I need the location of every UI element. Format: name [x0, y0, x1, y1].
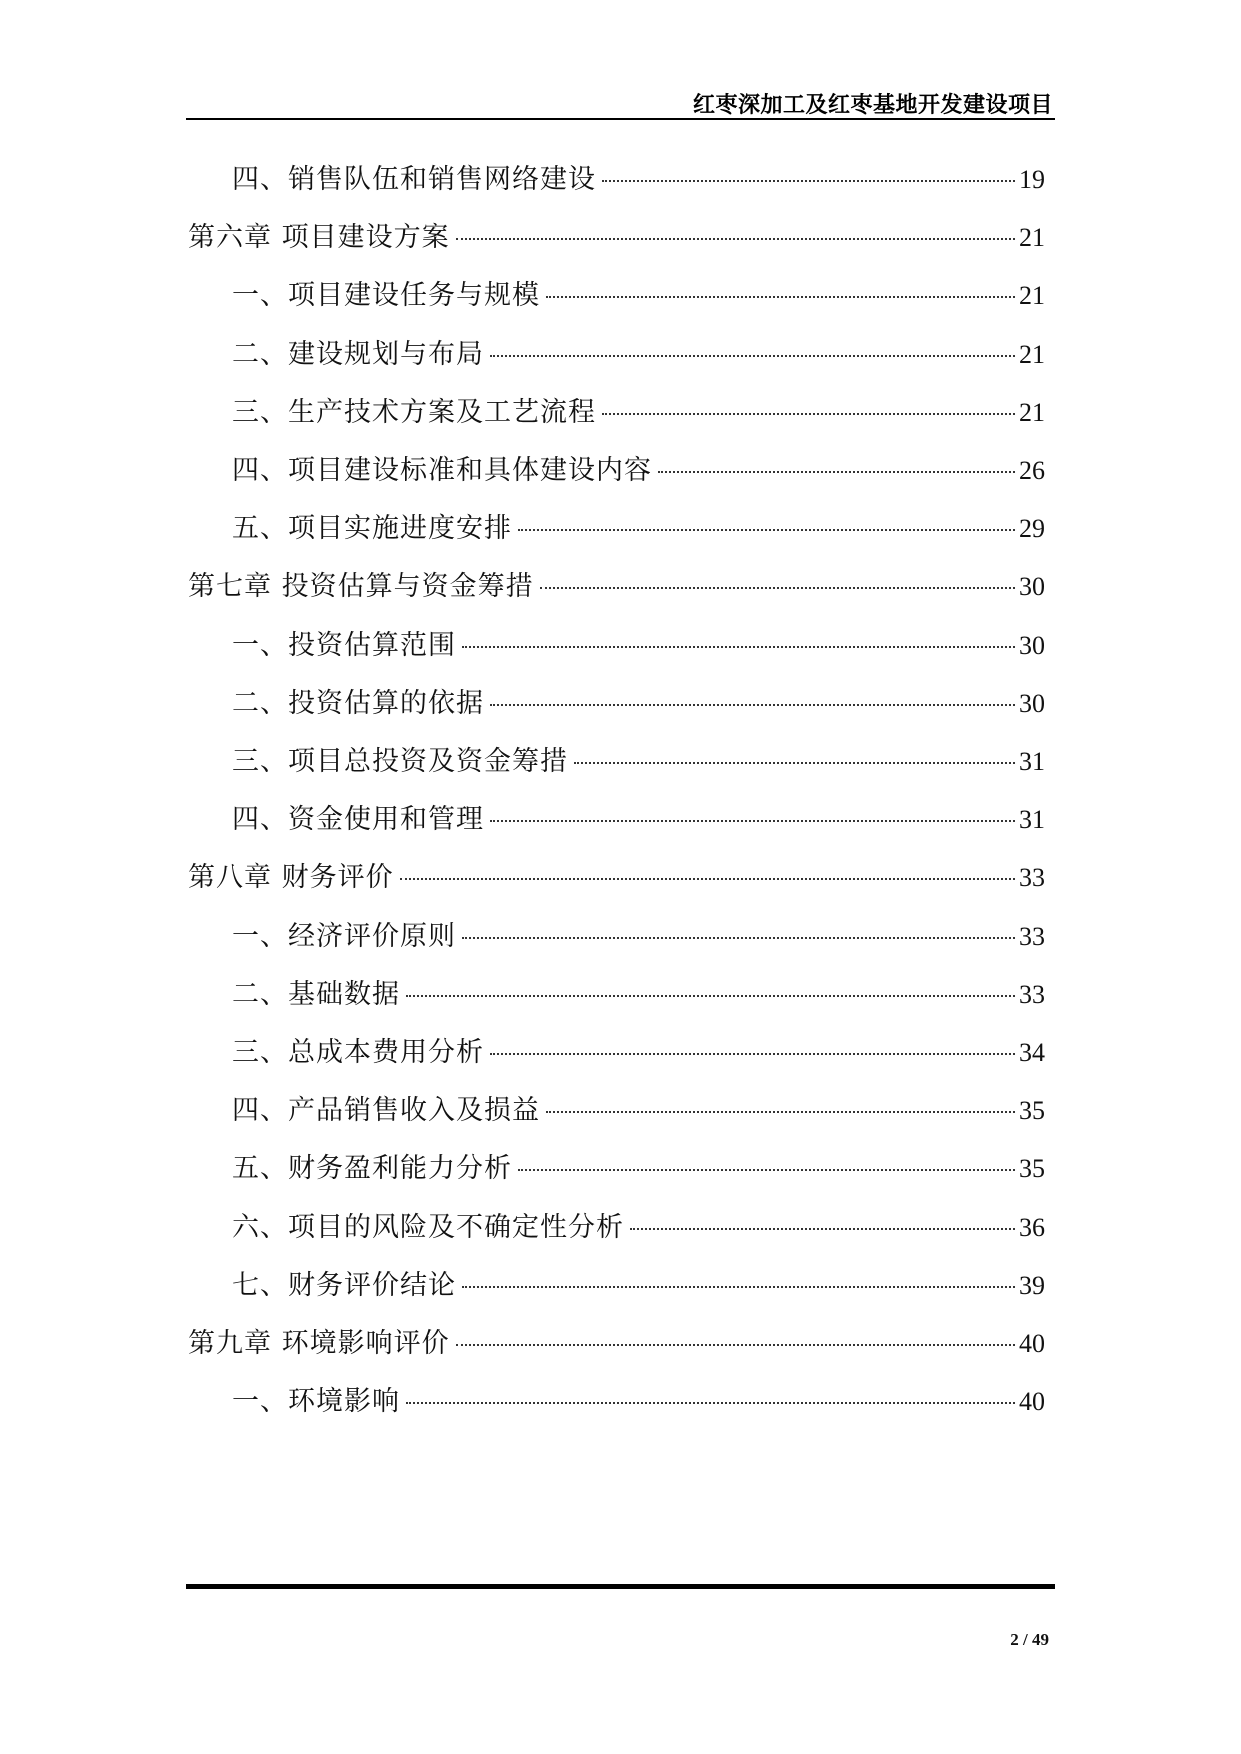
toc-dot-leader: [490, 820, 1015, 822]
toc-entry-page-number: 36: [1019, 1212, 1045, 1242]
toc-dot-leader: [490, 1053, 1015, 1055]
toc-entry-page-number: 35: [1019, 1096, 1045, 1126]
toc-section-entry[interactable]: [232, 1033, 1045, 1073]
toc-entry-title: 五、项目实施进度安排: [232, 513, 512, 545]
toc-section-entry[interactable]: [232, 1208, 1045, 1248]
toc-dot-leader: [518, 1169, 1015, 1171]
toc-entry-title: 第九章 环境影响评价: [188, 1328, 450, 1359]
toc-dot-leader: [462, 937, 1015, 939]
toc-entry-page-number: 33: [1019, 921, 1045, 951]
toc-chapter-entry[interactable]: [188, 218, 1045, 258]
toc-section-entry[interactable]: [232, 684, 1045, 724]
toc-section-entry[interactable]: [232, 509, 1045, 549]
page-number: 2 / 49: [1010, 1630, 1049, 1649]
toc-entry-title: 二、基础数据: [232, 978, 400, 1010]
toc-dot-leader: [602, 180, 1015, 182]
toc-dot-leader: [462, 1286, 1015, 1288]
toc-entry-title: 第八章 财务评价: [188, 862, 394, 894]
toc-section-entry[interactable]: [232, 451, 1045, 491]
toc-entry-title: 七、财务评价结论: [232, 1269, 456, 1301]
toc-entry-page-number: 30: [1019, 688, 1045, 718]
toc-entry-title: 四、产品销售收入及损益: [232, 1095, 540, 1127]
toc-dot-leader: [540, 587, 1015, 589]
toc-section-entry[interactable]: [232, 335, 1045, 375]
toc-section-entry[interactable]: [232, 393, 1045, 433]
toc-section-entry[interactable]: [232, 1266, 1045, 1306]
toc-entry-title: 四、项目建设标准和具体建设内容: [232, 455, 652, 486]
document-title: 红枣深加工及红枣基地开发建设项目: [692, 93, 1053, 118]
header-divider: [186, 118, 1055, 120]
toc-section-entry[interactable]: [232, 1091, 1045, 1131]
toc-entry-page-number: 39: [1019, 1270, 1045, 1300]
toc-section-entry[interactable]: [232, 626, 1045, 666]
toc-dot-leader: [456, 238, 1015, 240]
toc-dot-leader: [456, 1344, 1015, 1346]
toc-dot-leader: [546, 296, 1015, 298]
toc-entry-title: 二、投资估算的依据: [232, 687, 484, 719]
toc-section-entry[interactable]: [232, 1149, 1045, 1189]
toc-entry-title: 四、销售队伍和销售网络建设: [232, 164, 596, 195]
toc-entry-title: 一、环境影响: [232, 1386, 400, 1418]
toc-chapter-entry[interactable]: [188, 858, 1045, 898]
toc-dot-leader: [400, 878, 1015, 880]
footer-divider: [186, 1584, 1055, 1589]
toc-section-entry[interactable]: [232, 1382, 1045, 1422]
toc-entry-page-number: 26: [1019, 456, 1045, 485]
toc-dot-leader: [546, 1111, 1015, 1113]
toc-entry-title: 三、总成本费用分析: [232, 1037, 484, 1068]
toc-entry-page-number: 19: [1019, 165, 1045, 194]
toc-dot-leader: [518, 529, 1015, 531]
toc-entry-page-number: 33: [1019, 863, 1045, 893]
toc-entry-title: 六、项目的风险及不确定性分析: [232, 1211, 624, 1243]
toc-dot-leader: [602, 413, 1015, 415]
toc-entry-title: 五、财务盈利能力分析: [232, 1153, 512, 1185]
toc-entry-title: 二、建设规划与布局: [232, 338, 484, 370]
toc-dot-leader: [490, 355, 1015, 357]
toc-entry-page-number: 21: [1019, 339, 1045, 369]
toc-entry-page-number: 34: [1019, 1038, 1045, 1067]
toc-entry-page-number: 31: [1019, 805, 1045, 835]
toc-entry-title: 一、经济评价原则: [232, 920, 456, 952]
toc-entry-page-number: 30: [1019, 630, 1045, 660]
toc-entry-page-number: 40: [1019, 1387, 1045, 1417]
toc-section-entry[interactable]: [232, 800, 1045, 840]
toc-entry-page-number: 33: [1019, 979, 1045, 1009]
toc-dot-leader: [658, 471, 1015, 473]
toc-entry-page-number: 21: [1019, 223, 1045, 253]
toc-section-entry[interactable]: [232, 276, 1045, 316]
toc-entry-title: 第七章 投资估算与资金筹措: [188, 571, 534, 603]
toc-dot-leader: [574, 762, 1015, 764]
toc-entry-page-number: 35: [1019, 1154, 1045, 1184]
toc-entry-page-number: 29: [1019, 514, 1045, 544]
toc-dot-leader: [630, 1228, 1015, 1230]
toc-entry-title: 三、项目总投资及资金筹措: [232, 746, 568, 777]
toc-dot-leader: [406, 1402, 1015, 1404]
toc-section-entry[interactable]: [232, 160, 1045, 200]
toc-dot-leader: [462, 646, 1015, 648]
toc-entry-title: 三、生产技术方案及工艺流程: [232, 396, 596, 428]
toc-chapter-entry[interactable]: [188, 1324, 1045, 1364]
toc-section-entry[interactable]: [232, 742, 1045, 782]
toc-entry-page-number: 40: [1019, 1329, 1045, 1358]
toc-entry-title: 第六章 项目建设方案: [188, 222, 450, 254]
toc-entry-page-number: 31: [1019, 747, 1045, 776]
toc-entry-page-number: 21: [1019, 281, 1045, 311]
toc-entry-page-number: 30: [1019, 572, 1045, 602]
toc-entry-title: 一、投资估算范围: [232, 629, 456, 661]
toc-entry-title: 四、资金使用和管理: [232, 804, 484, 836]
toc-section-entry[interactable]: [232, 975, 1045, 1015]
toc-section-entry[interactable]: [232, 917, 1045, 957]
toc-dot-leader: [490, 704, 1015, 706]
toc-chapter-entry[interactable]: [188, 567, 1045, 607]
toc-entry-title: 一、项目建设任务与规模: [232, 280, 540, 312]
toc-dot-leader: [406, 995, 1015, 997]
toc-entry-page-number: 21: [1019, 397, 1045, 427]
